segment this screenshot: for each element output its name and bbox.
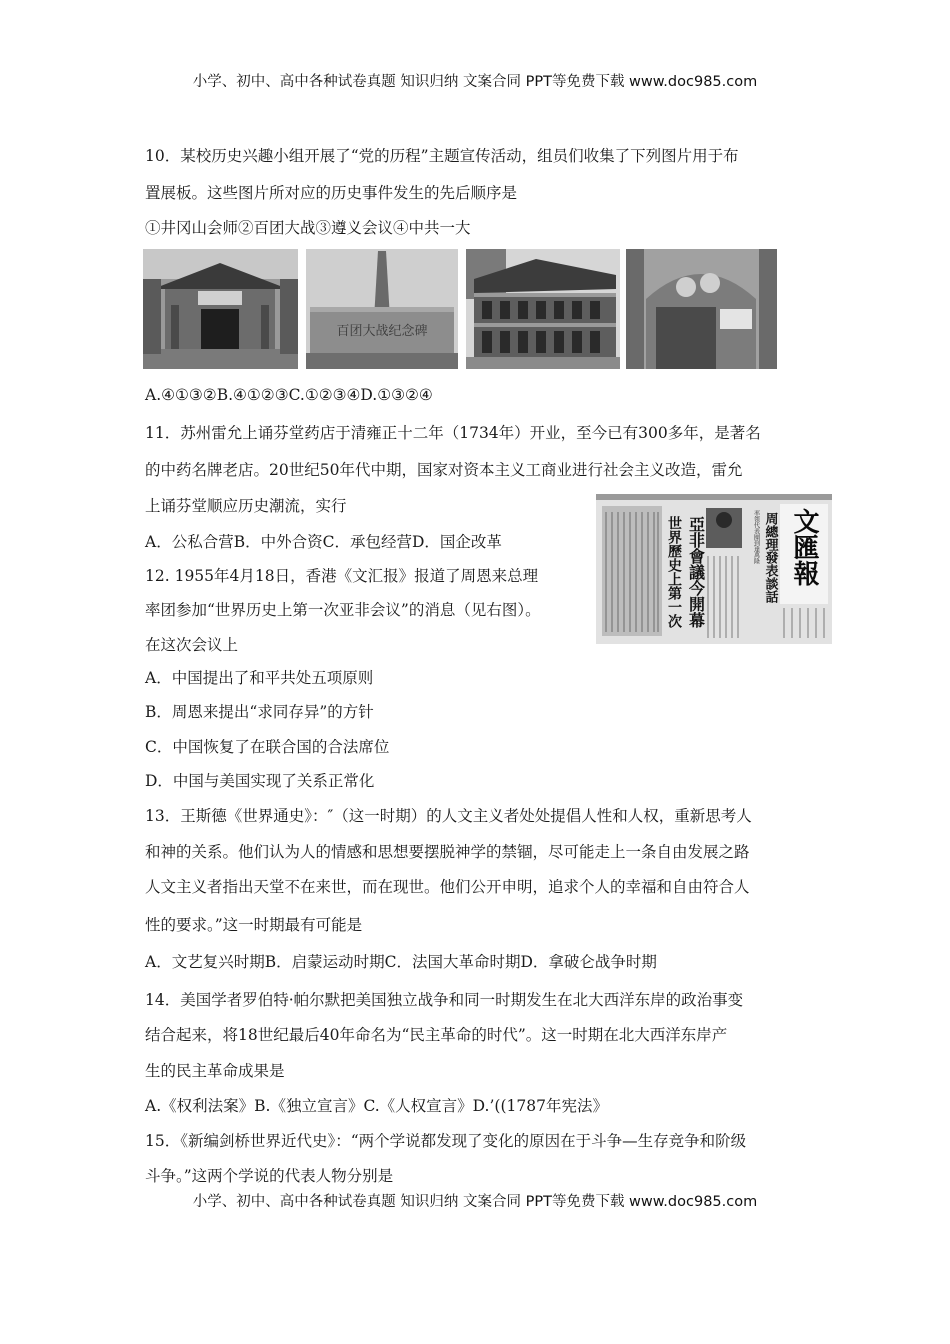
q11-stem-line-1: 11．苏州雷允上诵芬堂药店于清雍正十二年（1734年）开业，至今已有300多年，是著名: [145, 424, 761, 442]
q12-option-c: C．中国恢复了在联合国的合法席位: [145, 738, 390, 756]
photo-first-congress-site: [626, 249, 777, 369]
photo-wenhui-newspaper: [596, 494, 832, 644]
q10-stem-line-1: 10．某校历史兴趣小组开展了“党的历程”主题宣传活动，组员们收集了下列图片用于布: [145, 147, 739, 165]
newspaper-headline-b: 亞非會議今開幕: [686, 516, 706, 628]
newspaper-headline-d: 率領代表團到達萬隆: [752, 510, 760, 564]
q13-stem-line-3: 人文主义者指出天堂不在来世，而在现世。他们公开申明，追求个人的幸福和自由符合人: [145, 878, 750, 896]
q10-stem-line-2: 置展板。这些图片所对应的历史事件发生的先后顺序是: [145, 184, 518, 202]
q14-stem-line-1: 14．美国学者罗伯特·帕尔默把美国独立战争和同一时期发生在北大西洋东岸的政治事变: [145, 991, 744, 1009]
q12-option-b: B．周恩来提出“求同存异”的方针: [145, 703, 374, 721]
q11-stem-line-2: 的中药名牌老店。20世纪50年代中期，国家对资本主义工商业进行社会主义改造，雷允: [145, 461, 743, 479]
q12-stem-line-3: 在这次会议上: [145, 636, 239, 654]
newspaper-headline-c: 周總理發表談話: [762, 512, 778, 603]
q11-stem-line-3: 上诵芬堂顺应历史潮流，实行: [145, 497, 347, 515]
q13-stem-line-4: 性的要求。”这一时期最有可能是: [145, 916, 363, 934]
q12-option-d: D．中国与美国实现了关系正常化: [145, 772, 375, 790]
photo-zunyi-meeting-building: [466, 249, 620, 369]
q10-options: A.④①③②B.④①②③C.①②③④D.①③②④: [145, 386, 433, 404]
photo-jinggangshan-gate: [143, 249, 298, 369]
q15-stem-line-2: 斗争。”这两个学说的代表人物分别是: [145, 1167, 394, 1185]
q10-events-list: ①井冈山会师②百团大战③遵义会议④中共一大: [145, 219, 471, 237]
q11-options: A．公私合营B．中外合资C．承包经营D．国企改革: [145, 533, 502, 551]
q15-stem-line-1: 15．《新编剑桥世界近代史》：“两个学说都发现了变化的原因在于斗争—生存竞争和阶级: [145, 1132, 747, 1150]
q12-option-a: A．中国提出了和平共处五项原则: [145, 669, 374, 687]
photo-hundred-regiments-monument: [306, 249, 458, 369]
q13-stem-line-1: 13．王斯德《世界通史》：″（这一时期）的人文主义者处处提倡人性和人权，重新思考人: [145, 807, 752, 825]
q12-stem-line-2: 率团参加“世界历史上第一次亚非会议”的消息（见右图）。: [145, 601, 541, 619]
q14-stem-line-3: 生的民主革命成果是: [145, 1062, 285, 1080]
newspaper-masthead: 文匯報: [789, 508, 819, 586]
q12-stem-line-1: 12. 1955年4月18日，香港《文汇报》报道了周恩来总理: [145, 567, 539, 585]
q13-options: A．文艺复兴时期B．启蒙运动时期C．法国大革命时期D．拿破仑战争时期: [145, 953, 657, 971]
newspaper-headline-a: 世界歷史上第一次: [666, 516, 682, 628]
q14-stem-line-2: 结合起来，将18世纪最后40年命名为“民主革命的时代”。这一时期在北大西洋东岸产: [145, 1026, 728, 1044]
monument-inscription: 百团大战纪念碑: [336, 324, 428, 339]
q14-options: A.《权利法案》B.《独立宣言》C.《人权宣言》D.’((1787年宪法》: [145, 1097, 608, 1115]
q13-stem-line-2: 和神的关系。他们认为人的情感和思想要摆脱神学的禁锢，尽可能走上一条自由发展之路: [145, 843, 750, 861]
page-header: 小学、初中、高中各种试卷真题 知识归纳 文案合同 PPT等免费下载 www.doc985.com: [192, 74, 758, 90]
page-footer: 小学、初中、高中各种试卷真题 知识归纳 文案合同 PPT等免费下载 www.doc985.com: [192, 1194, 758, 1210]
